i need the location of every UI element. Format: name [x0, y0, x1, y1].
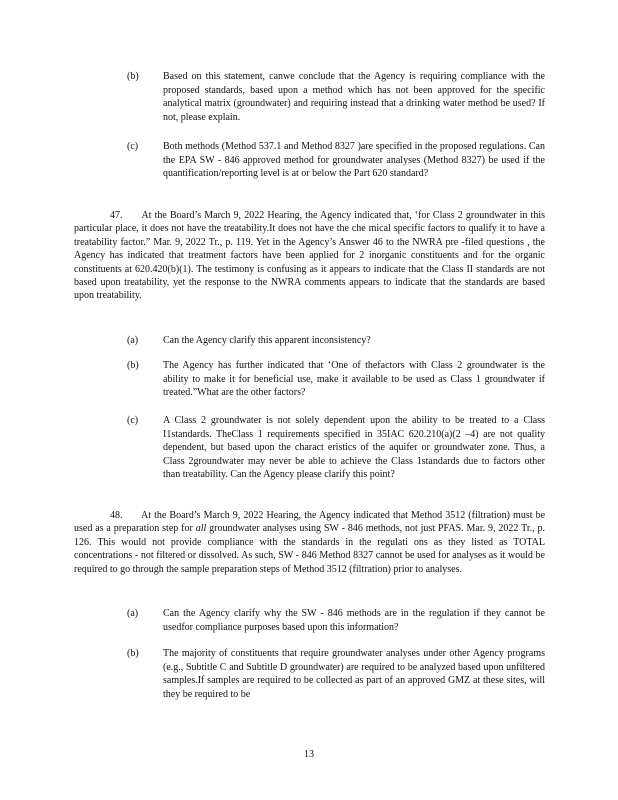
- item-label: (a): [127, 335, 139, 346]
- item-text: Can the Agency clarify why the SW - 846 methods are in the regulation if they cannot be usedfor compliance purposes based upon this information?: [163, 608, 545, 633]
- paragraph-text: At the Board’s March 9, 2022 Hearing, the Agency indicated that, ‘for Class 2 groundwater in this particular place, it does not have the treatability.It does not have the che mical specific factors to qualify it to have a treatability factor.” Mar. 9, 2022 Tr., p. 119. Yet in the Agency’s Answer 46 to the NWRA pre -filed questions , the Agency has indicated that treatment factors have been applied for 2 inorganic constituents and for the organic constituents at 620.420(b)(1). The testimony is confusing as it appears to indicate that the Class II standards are not based upon treatability, yet the response to the NWRA comments appears to indicate that the standards are based upon treatability.: [74, 210, 546, 302]
- item-text: Both methods (Method 537.1 and Method 8327 )are specified in the proposed regulations. Can the EPA SW - 846 approved method for groundwater analyses (Method 8327) be used if the quantification/reporting level is at or below the Part 620 standard?: [163, 141, 545, 179]
- page-number: 13: [304, 749, 314, 760]
- item-text: Based on this statement, canwe conclude that the Agency is requiring compliance with the proposed standards, based upon a method which has not been approved for the specific analytical matrix (groundwater) and requiring instead that a drinking water method be used? If not, please explain.: [163, 71, 545, 123]
- item-label: (c): [127, 141, 139, 152]
- paragraph-text: At the Board’s March 9, 2022 Hearing, the Agency indicated that Method 3512 (filtration) must be used as a preparation step for: [74, 510, 546, 535]
- paragraph-number: 48.: [110, 510, 123, 521]
- item-label: (b): [127, 360, 139, 371]
- item-label: (b): [127, 648, 139, 659]
- item-text: The Agency has further indicated that ‘One of thefactors with Class 2 groundwater is the ability to make it for beneficial use, make it available to be used as Class 1 groundwater if treated.”What are the other factors?: [163, 360, 545, 398]
- item-label: (c): [127, 415, 139, 426]
- paragraph-48: [74, 509, 545, 576]
- paragraph-47: [74, 209, 545, 303]
- item-text: A Class 2 groundwater is not solely dependent upon the ability to be treated to a Class I1standards. TheClass 1 requirements specified in 35IAC 620.210(a)(2 –4) are not quality dependent, but based upon the charact eristics of the aquifer or groundwater zone. Thus, a Class 2groundwater may never be able to achieve the Class 1standards due to factors other than treatability. Can the Agency please clarify this point?: [163, 415, 545, 480]
- paragraph-text: groundwater analyses using SW - 846 methods, not just PFAS. Mar. 9, 2022 Tr., p. 126. This would not provide compliance with the standards in the regulati ons as they listed as TOTAL concentrations - not filtered or dissolved. As such, SW - 846 Method 8327 cannot be used for analyses as it would be required to go through the sample preparation steps of Method 3512 (filtration) prior to analyses.: [74, 523, 546, 575]
- paragraph-number: 47.: [110, 210, 123, 221]
- item-label: (b): [127, 71, 139, 82]
- paragraph-text-emphasis: all: [195, 523, 207, 535]
- item-label: (a): [127, 608, 139, 619]
- item-text: Can the Agency clarify this apparent inconsistency?: [163, 335, 371, 346]
- item-text: The majority of constituents that require groundwater analyses under other Agency programs (e.g., Subtitle C and Subtitle D groundwater) are required to be analyzed based upon unfiltered samples.If samples are required to be collected as part of an approved GMZ at these sites, will they be required to be: [163, 648, 545, 700]
